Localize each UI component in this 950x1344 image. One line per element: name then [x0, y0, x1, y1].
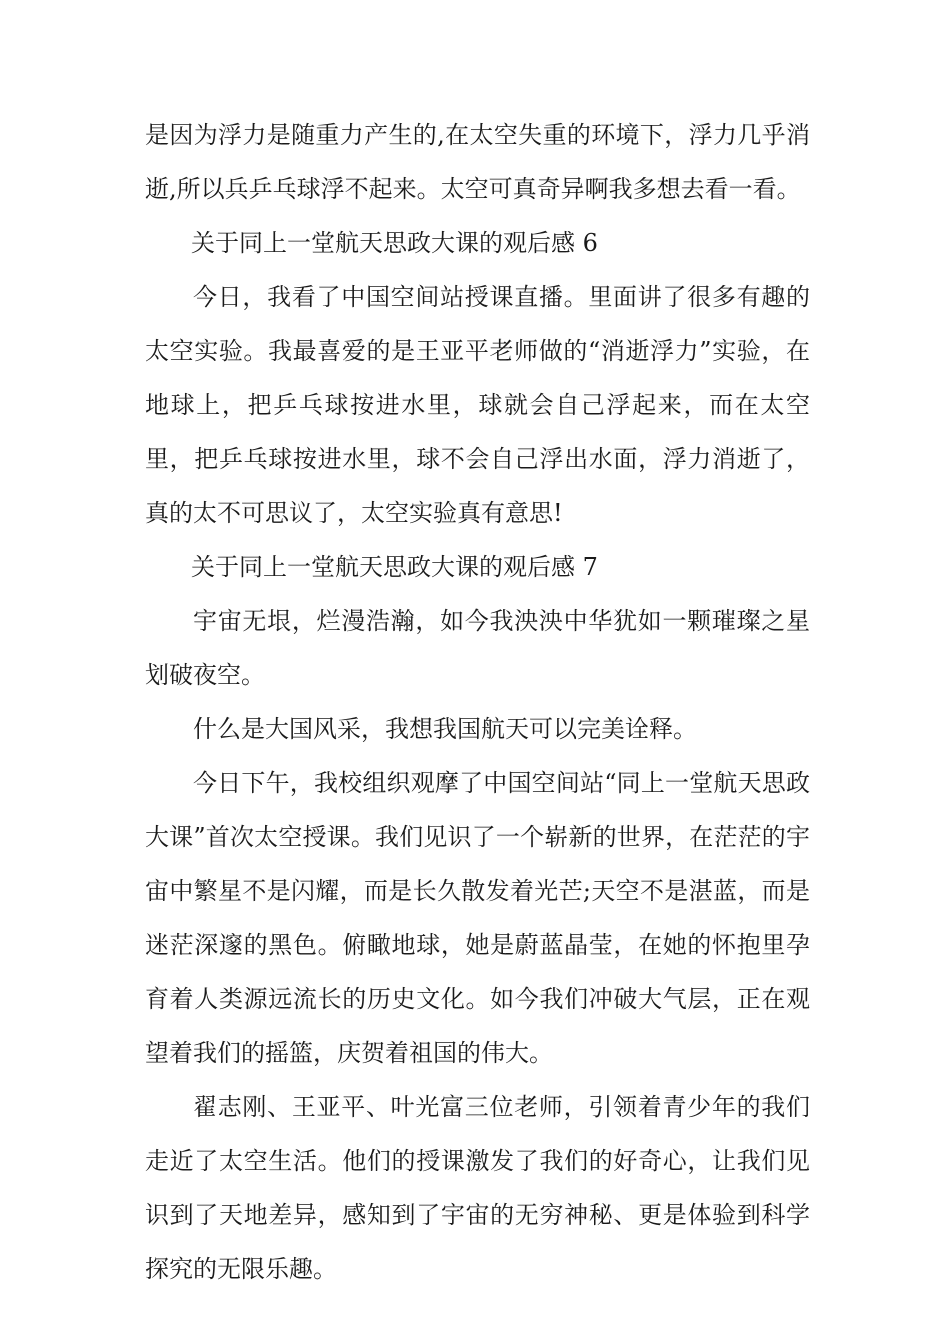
paragraph-body: 什么是大国风采，我想我国航天可以完美诠释。 — [193, 715, 697, 743]
section-heading-6: 关于同上一堂航天思政大课的观后感 6 — [191, 229, 598, 257]
paragraph-body: 宇宙无垠，烂漫浩瀚，如今我泱泱中华犹如一颗璀璨之星划破夜空。 — [145, 607, 810, 689]
document-page — [145, 108, 810, 1296]
section-heading-7: 关于同上一堂航天思政大课的观后感 7 — [191, 553, 598, 581]
paragraph-body: 今日下午，我校组织观摩了中国空间站“同上一堂航天思政大课”首次太空授课。我们见识了一个崭新的世界，在茫茫的宇宙中繁星不是闪耀，而是长久散发着光芒;天空不是湛蓝，而是迷茫深邃的黑色。俯瞰地球，她是蔚蓝晶莹，在她的怀抱里孕育着人类源远流长的历史文化。如今我们冲破大气层，正在观望着我们的摇篮，庆贺着祖国的伟大。 — [145, 769, 810, 1067]
paragraph-body: 今日，我看了中国空间站授课直播。里面讲了很多有趣的太空实验。我最喜爱的是王亚平老师做的“消逝浮力”实验，在地球上，把乒乓球按进水里，球就会自己浮起来，而在太空里，把乒乓球按进水里，球不会自己浮出水面，浮力消逝了，真的太不可思议了，太空实验真有意思! — [145, 283, 810, 527]
paragraph-continuation: 是因为浮力是随重力产生的,在太空失重的环境下，浮力几乎消逝,所以兵乒乓球浮不起来。太空可真奇异啊我多想去看一看。 — [145, 121, 810, 203]
paragraph-body: 翟志刚、王亚平、叶光富三位老师，引领着青少年的我们走近了太空生活。他们的授课激发了我们的好奇心，让我们见识到了天地差异，感知到了宇宙的无穷神秘、更是体验到科学探究的无限乐趣。 — [145, 1093, 810, 1283]
